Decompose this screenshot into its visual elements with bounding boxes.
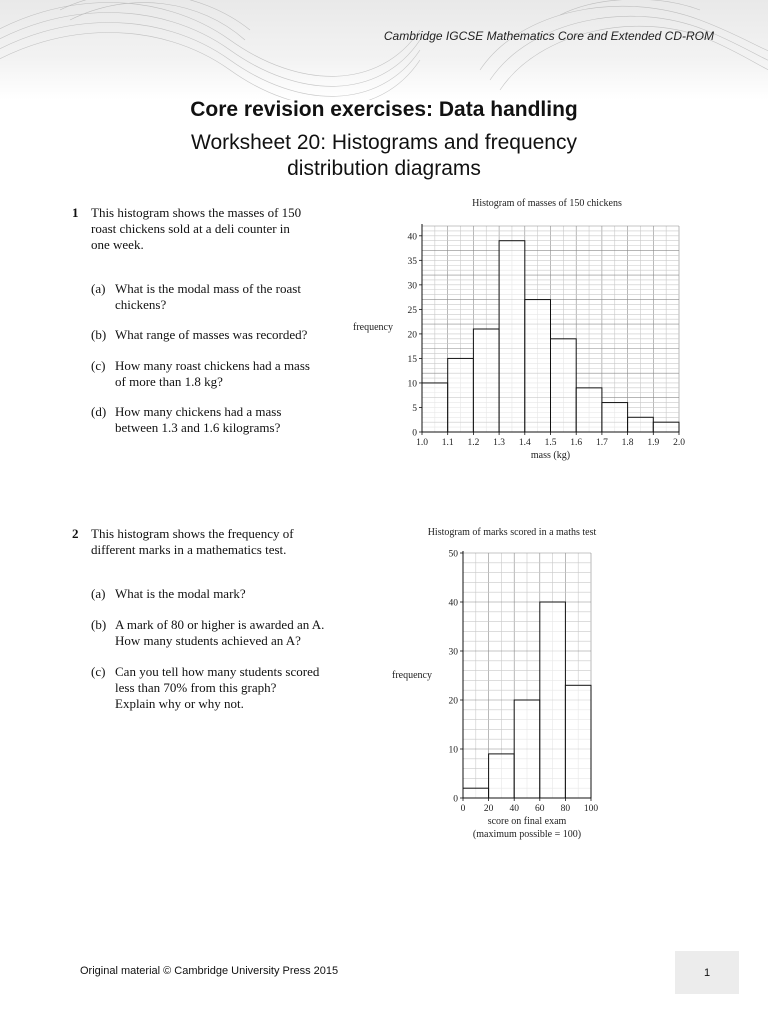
x-tick-label: 1.1 (441, 438, 454, 448)
part-text: A mark of 80 or higher is awarded an A. (115, 617, 325, 632)
part-text: What is the modal mark? (115, 586, 246, 601)
histogram-bar (628, 417, 654, 432)
header-source-title: Cambridge IGCSE Mathematics Core and Extended CD-ROM (383, 29, 714, 43)
part-label: (c) (91, 664, 106, 679)
y-axis-label: frequency (392, 670, 432, 681)
part-text: Can you tell how many students scored (115, 664, 320, 679)
histogram-bar (525, 300, 551, 432)
intro-line: This histogram shows the masses of 150 (91, 205, 302, 220)
maths-marks-histogram (385, 520, 625, 850)
y-tick-label: 40 (407, 232, 417, 243)
histogram-bar (514, 700, 540, 798)
y-axis-label: frequency (353, 322, 393, 333)
part-text: between 1.3 and 1.6 kilograms? (115, 420, 281, 435)
question-1-part-a (91, 281, 301, 313)
histogram-bar (463, 788, 489, 798)
intro-line: This histogram shows the frequency of (91, 526, 294, 541)
chart-title: Histogram of masses of 150 chickens (472, 198, 622, 209)
footer-copyright: Original material © Cambridge University Press 2015 (80, 965, 339, 977)
y-tick-label: 10 (407, 379, 417, 390)
part-label: (b) (91, 327, 107, 342)
question-1-part-b (91, 327, 307, 343)
x-tick-label: 1.0 (416, 438, 428, 448)
part-text: How many students achieved an A? (115, 633, 301, 648)
histogram-bar (448, 358, 474, 432)
part-text: What range of masses was recorded? (115, 327, 308, 342)
x-tick-label: 0 (460, 804, 466, 814)
histogram-bar (499, 241, 525, 432)
y-tick-label: 0 (453, 794, 458, 805)
question-2-intro (91, 526, 294, 558)
y-tick-label: 10 (448, 745, 458, 756)
question-2-part-c (91, 664, 319, 712)
x-tick-label: 1.9 (647, 438, 660, 448)
y-tick-label: 20 (407, 330, 417, 341)
y-tick-label: 40 (448, 598, 458, 609)
x-tick-label: 1.5 (544, 438, 557, 448)
y-tick-label: 0 (412, 428, 417, 439)
y-tick-label: 30 (407, 281, 417, 292)
part-text: Explain why or why not. (115, 696, 244, 711)
y-tick-label: 30 (448, 647, 458, 658)
part-label: (b) (91, 617, 107, 632)
page-number-box (675, 951, 739, 994)
question-2-number: 2 (72, 526, 79, 541)
subtitle-line-1: Worksheet 20: Histograms and frequency (191, 131, 577, 154)
x-tick-label: 1.6 (570, 438, 583, 448)
y-tick-label: 50 (448, 549, 458, 560)
subtitle-line-2: distribution diagrams (287, 157, 481, 180)
question-2-part-b (91, 617, 324, 649)
page-title: Core revision exercises: Data handling (190, 98, 578, 121)
x-tick-label: 1.4 (518, 438, 531, 448)
intro-line: roast chickens sold at a deli counter in (91, 221, 290, 236)
part-text: How many roast chickens had a mass (115, 358, 310, 373)
y-tick-label: 35 (407, 256, 417, 267)
part-label: (a) (91, 281, 106, 296)
part-text: What is the modal mass of the roast (115, 281, 301, 296)
x-tick-label: 1.7 (595, 438, 608, 448)
x-tick-label: 1.3 (493, 438, 506, 448)
intro-line: different marks in a mathematics test. (91, 542, 287, 557)
y-tick-label: 5 (412, 403, 417, 414)
part-text: How many chickens had a mass (115, 404, 282, 419)
question-1-intro (91, 205, 301, 253)
histogram-bar (422, 383, 448, 432)
part-text: less than 70% from this graph? (115, 680, 277, 695)
chart-title: Histogram of marks scored in a maths test (427, 527, 597, 538)
y-tick-label: 25 (407, 305, 417, 316)
page-number: 1 (703, 966, 711, 979)
x-tick-label: 60 (535, 804, 545, 814)
x-tick-label: 80 (560, 804, 571, 814)
x-tick-label: 20 (483, 804, 494, 814)
x-tick-label: 100 (583, 804, 599, 814)
histogram-bar (602, 403, 628, 432)
header-band (0, 0, 768, 100)
histogram-bar (653, 422, 679, 432)
histogram-bar (576, 388, 602, 432)
x-tick-label: 40 (509, 804, 519, 814)
part-label: (c) (91, 358, 106, 373)
histogram-bar (489, 754, 515, 798)
question-2-part-a (91, 586, 246, 602)
part-text: chickens? (115, 297, 167, 312)
chickens-mass-histogram (345, 192, 705, 462)
x-tick-label: 2.0 (673, 438, 685, 448)
y-tick-label: 20 (448, 696, 458, 707)
question-1-part-c (91, 358, 310, 390)
part-text: of more than 1.8 kg? (115, 374, 223, 389)
part-label: (d) (91, 404, 107, 419)
question-1-part-d (91, 404, 281, 436)
histogram-bar (540, 602, 566, 798)
header-decoration (0, 0, 768, 100)
x-tick-label: 1.8 (621, 438, 634, 448)
x-axis-label: score on final exam (487, 816, 567, 827)
x-tick-label: 1.2 (467, 438, 480, 448)
histogram-bar (551, 339, 577, 432)
histogram-bar (473, 329, 499, 432)
intro-line: one week. (91, 237, 144, 252)
y-tick-label: 15 (407, 354, 417, 365)
worksheet-subtitle (0, 130, 768, 182)
question-1-number: 1 (72, 205, 79, 220)
x-axis-label-2: (maximum possible = 100) (472, 829, 582, 840)
x-axis-label: mass (kg) (530, 450, 571, 461)
histogram-bar (565, 685, 591, 798)
part-label: (a) (91, 586, 106, 601)
